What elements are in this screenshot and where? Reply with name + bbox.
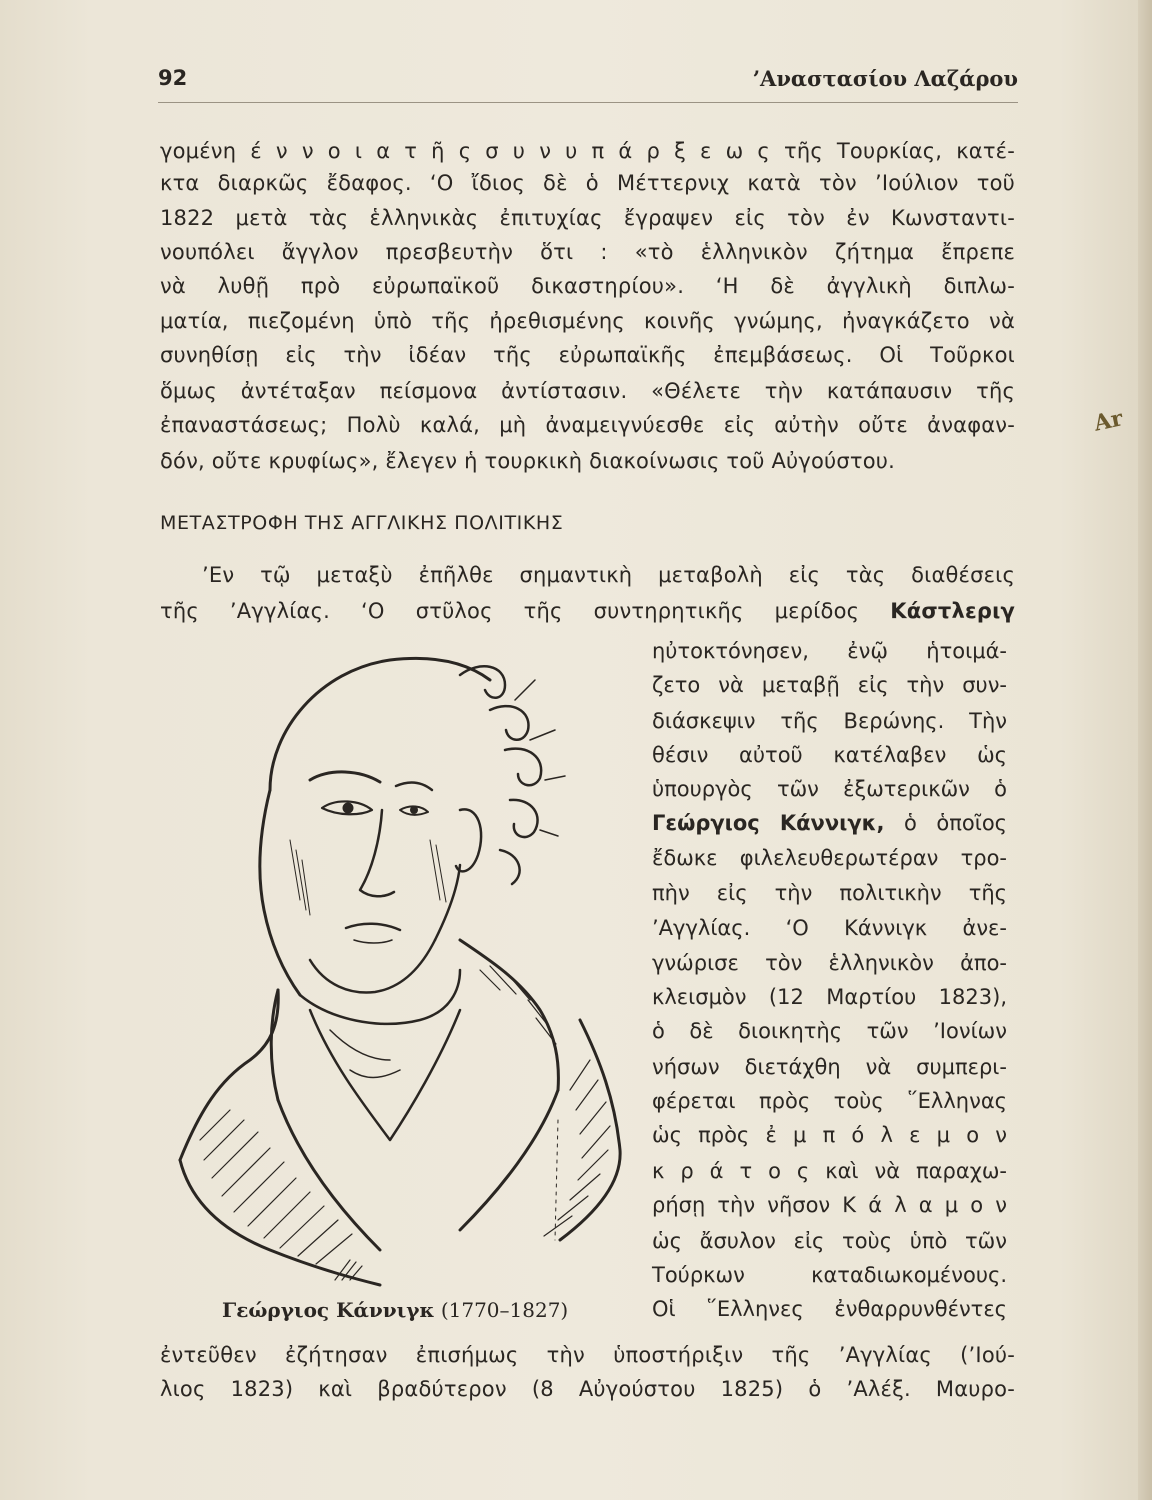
- text-line: δόν, οὔτε κρυφίως», ἔλεγεν ἡ τουρκικὴ διακοίνωσις τοῦ Αὐγούστου.: [160, 449, 896, 473]
- caption-name: Γεώργιος Κάννιγκ: [222, 1298, 435, 1322]
- column-line: κ ρ ά τ ο ς καὶ νὰ παραχω-: [652, 1159, 1007, 1183]
- text-line: ματία, πιεζομένη ὑπὸ τῆς ἠρεθισμένης κοινῆς γνώμης, ἠναγκάζετο νὰ: [160, 309, 1015, 333]
- column-line: ὡς ἄσυλον εἰς τοὺς ὑπὸ τῶν: [652, 1229, 1007, 1253]
- text-line: νουπόλει ἄγγλον πρεσβευτὴν ὅτι : «τὸ ἑλληνικὸν ζήτημα ἔπρεπε: [160, 240, 1015, 264]
- figure-caption: [222, 1298, 568, 1322]
- column-line: πὴν εἰς τὴν πολιτικὴν τῆς: [652, 881, 1007, 905]
- page-number: 92: [158, 66, 188, 90]
- column-line: φέρεται πρὸς τοὺς ῞Ελληνας: [652, 1089, 1007, 1113]
- text-span: ὁ ὁποῖος: [884, 811, 1007, 835]
- name-canning: Γεώργιος Κάννιγκ,: [652, 811, 885, 835]
- text-line: λιος 1823) καὶ βραδύτερον (8 Αὐγούστου 1825) ὁ ’Αλέξ. Μαυρο-: [160, 1377, 1015, 1401]
- section-heading: ΜΕΤΑΣΤΡΟΦΗ ΤΗΣ ΑΓΓΛΙΚΗΣ ΠΟΛΙΤΙΚΗΣ: [160, 512, 564, 534]
- text-span: τῆς ’Αγγλίας. ‘Ο στῦλος τῆς συντηρητικῆς μερίδος: [160, 599, 891, 623]
- text-line: ’Εν τῷ μεταξὺ ἐπῆλθε σημαντικὴ μεταβολὴ εἰς τὰς διαθέσεις: [202, 563, 1015, 587]
- text-line: ἐπαναστάσεως; Πολὺ καλά, μὴ ἀναμειγνύεσθε εἰς αὐτὴν οὔτε ἀναφαν-: [160, 413, 1015, 437]
- caption-dates: (1770–1827): [434, 1298, 569, 1322]
- text-line: ἐντεῦθεν ἐζήτησαν ἐπισήμως τὴν ὑποστήριξιν τῆς ’Αγγλίας (’Ιού-: [160, 1343, 1015, 1367]
- text-line: ὅμως ἀντέταξαν πείσμονα ἀντίστασιν. «Θέλετε τὴν κατάπαυσιν τῆς: [160, 379, 1015, 403]
- column-line: Οἱ ῞Ελληνες ἐνθαρρυνθέντες: [652, 1297, 1007, 1321]
- column-line: ὡς πρὸς ἐ μ π ό λ ε μ ο ν: [652, 1123, 1007, 1147]
- page-header: [158, 64, 1018, 104]
- column-line: ’Αγγλίας. ‘Ο Κάννιγκ ἀνε-: [652, 916, 1007, 940]
- canning-portrait: [160, 640, 640, 1290]
- page-edge: [1138, 0, 1152, 1500]
- column-line: [652, 808, 1007, 838]
- column-line: ηὐτοκτόνησεν, ἐνῷ ἡτοιμά-: [652, 639, 1007, 663]
- text-line: 1822 μετὰ τὰς ἑλληνικὰς ἐπιτυχίας ἔγραψεν εἰς τὸν ἐν Κωνσταντι-: [160, 206, 1015, 230]
- column-line: ρήσῃ τὴν νῆσον Κ ά λ α μ ο ν: [652, 1193, 1007, 1217]
- column-line: γνώρισε τὸν ἑλληνικὸν ἀπο-: [652, 951, 1007, 975]
- margin-annotation: Ar: [1091, 405, 1126, 437]
- name-castlereagh: Κάστλεριγ: [890, 599, 1015, 623]
- text-line: [160, 596, 1015, 626]
- column-line: νήσων διετάχθη νὰ συμπερι-: [652, 1055, 1007, 1079]
- text-line: νὰ λυθῇ πρὸ εὐρωπαϊκοῦ δικαστηρίου». ‘Η δὲ ἀγγλικὴ διπλω-: [160, 274, 1015, 298]
- column-line: Τούρκων καταδιωκομένους.: [652, 1263, 1007, 1287]
- column-line: ἔδωκε φιλελευθερωτέραν τρο-: [652, 846, 1007, 870]
- running-head: ’Αναστασίου Λαζάρου: [752, 66, 1018, 91]
- text-line: γομένη έ ν ν ο ι α τ ῆ ς σ υ ν υ π ά ρ ξ ε ω ς τῆς Τουρκίας, κατέ-: [160, 139, 1015, 163]
- text-line: συνηθίσῃ εἰς τὴν ἰδέαν τῆς εὐρωπαϊκῆς ἐπεμβάσεως. Οἱ Τοῦρκοι: [160, 343, 1015, 367]
- column-line: ὑπουργὸς τῶν ἐξωτερικῶν ὁ: [652, 777, 1007, 801]
- column-line: διάσκεψιν τῆς Βερώνης. Τὴν: [652, 709, 1007, 733]
- column-line: ζετο νὰ μεταβῇ εἰς τὴν συν-: [652, 673, 1007, 697]
- column-line: θέσιν αὐτοῦ κατέλαβεν ὡς: [652, 743, 1007, 767]
- column-line: κλεισμὸν (12 Μαρτίου 1823),: [652, 985, 1007, 1009]
- text-line: κτα διαρκῶς ἔδαφος. ‘Ο ἴδιος δὲ ὁ Μέττερνιχ κατὰ τὸν ’Ιούλιον τοῦ: [160, 171, 1015, 195]
- column-line: ὁ δὲ διοικητὴς τῶν ’Ιονίων: [652, 1019, 1007, 1043]
- header-rule: [158, 102, 1018, 103]
